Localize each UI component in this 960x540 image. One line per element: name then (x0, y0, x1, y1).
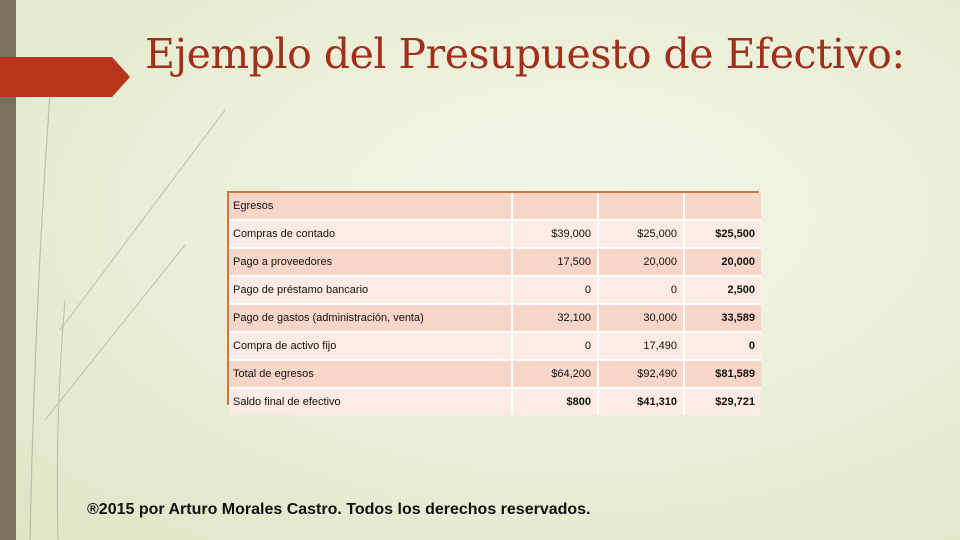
row-label: Compra de activo fijo (229, 332, 512, 360)
row-label: Pago de gastos (administración, venta) (229, 304, 512, 332)
row-value: 30,000 (598, 304, 684, 332)
row-value: $81,589 (684, 360, 761, 388)
row-label: Pago a proveedores (229, 248, 512, 276)
row-value: 0 (512, 332, 598, 360)
table-row (229, 360, 761, 388)
row-label: Pago de préstamo bancario (229, 276, 512, 304)
table-row (229, 220, 761, 248)
row-value: 33,589 (684, 304, 761, 332)
header-label: Egresos (229, 193, 512, 220)
header-cell (684, 193, 761, 220)
row-value: 32,100 (512, 304, 598, 332)
row-value: 0 (684, 332, 761, 360)
row-label: Saldo final de efectivo (229, 388, 512, 415)
header-cell (512, 193, 598, 220)
row-value: $25,000 (598, 220, 684, 248)
row-value: 20,000 (598, 248, 684, 276)
table-row (229, 388, 761, 415)
row-value: 2,500 (684, 276, 761, 304)
table-row (229, 276, 761, 304)
row-value: 20,000 (684, 248, 761, 276)
row-label: Total de egresos (229, 360, 512, 388)
row-value: $800 (512, 388, 598, 415)
copyright-footer: ®2015 por Arturo Morales Castro. Todos los derechos reservados. (87, 501, 591, 518)
table-row (229, 248, 761, 276)
cash-budget-table (227, 191, 759, 408)
row-value: $29,721 (684, 388, 761, 415)
table-row (229, 332, 761, 360)
row-value: $39,000 (512, 220, 598, 248)
row-value: 17,490 (598, 332, 684, 360)
table-header-row (229, 193, 761, 220)
row-value: 0 (512, 276, 598, 304)
row-value: $92,490 (598, 360, 684, 388)
row-label: Compras de contado (229, 220, 512, 248)
row-value: 17,500 (512, 248, 598, 276)
title-arrow-shape (0, 57, 130, 97)
header-cell (598, 193, 684, 220)
table-row (229, 304, 761, 332)
row-value: $25,500 (684, 220, 761, 248)
row-value: $64,200 (512, 360, 598, 388)
slide-title: Ejemplo del Presupuesto de Efectivo: (145, 30, 905, 78)
row-value: 0 (598, 276, 684, 304)
row-value: $41,310 (598, 388, 684, 415)
